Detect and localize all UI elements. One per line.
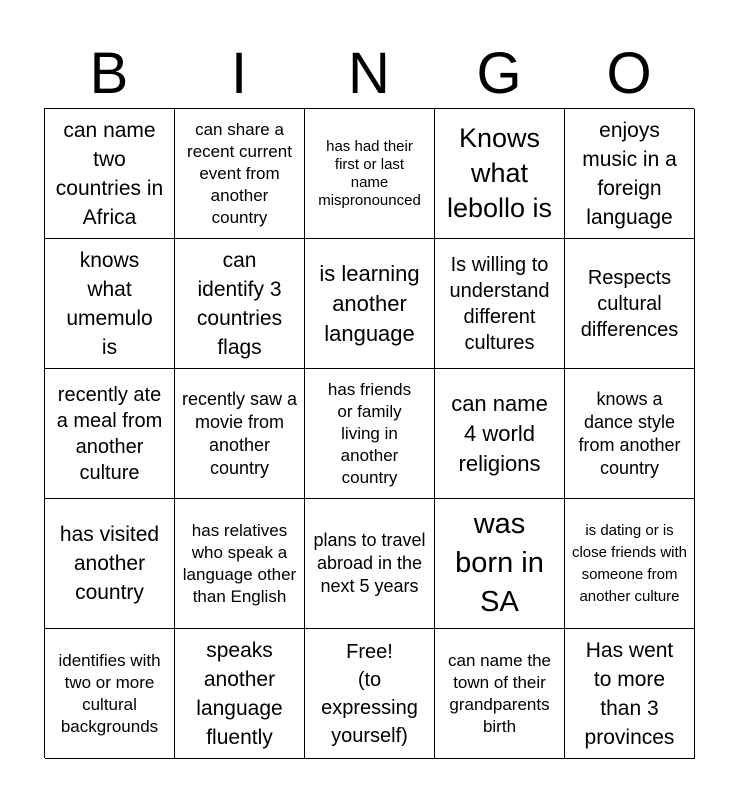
bingo-cell[interactable]: has had their first or last name mispronounced: [305, 109, 435, 239]
bingo-cell[interactable]: knows what umemulo is: [45, 239, 175, 369]
bingo-cell[interactable]: speaks another language fluently: [175, 629, 305, 759]
bingo-cell[interactable]: plans to travel abroad in the next 5 years: [305, 499, 435, 629]
header-letter-n: N: [348, 41, 390, 106]
bingo-cell[interactable]: enjoys music in a foreign language: [565, 109, 695, 239]
bingo-cell[interactable]: Knows what lebollo is: [435, 109, 565, 239]
bingo-cell[interactable]: can name 4 world religions: [435, 369, 565, 499]
bingo-cell[interactable]: can name the town of their grandparents birth: [435, 629, 565, 759]
bingo-cell[interactable]: can identify 3 countries flags: [175, 239, 305, 369]
bingo-cell[interactable]: has friends or family living in another country: [305, 369, 435, 499]
free-space-cell[interactable]: Free! (to expressing yourself): [305, 629, 435, 759]
bingo-grid: [44, 108, 694, 758]
bingo-cell[interactable]: Respects cultural differences: [565, 239, 695, 369]
header-letter-o: O: [606, 41, 652, 106]
bingo-cell[interactable]: recently saw a movie from another country: [175, 369, 305, 499]
bingo-cell[interactable]: can name two countries in Africa: [45, 109, 175, 239]
bingo-cell[interactable]: is learning another language: [305, 239, 435, 369]
bingo-cell[interactable]: has relatives who speak a language other than English: [175, 499, 305, 629]
header-letter-i: I: [230, 41, 248, 106]
bingo-cell[interactable]: Is willing to understand different cultures: [435, 239, 565, 369]
bingo-cell[interactable]: can share a recent current event from another country: [175, 109, 305, 239]
bingo-cell[interactable]: identifies with two or more cultural backgrounds: [45, 629, 175, 759]
bingo-cell[interactable]: was born in SA: [435, 499, 565, 629]
bingo-header: [44, 40, 694, 108]
bingo-cell[interactable]: is dating or is close friends with someone from another culture: [565, 499, 695, 629]
bingo-cell[interactable]: recently ate a meal from another culture: [45, 369, 175, 499]
bingo-cell[interactable]: Has went to more than 3 provinces: [565, 629, 695, 759]
bingo-cell[interactable]: has visited another country: [45, 499, 175, 629]
bingo-cell[interactable]: knows a dance style from another country: [565, 369, 695, 499]
header-letter-b: B: [89, 41, 129, 106]
header-letter-g: G: [476, 41, 522, 106]
